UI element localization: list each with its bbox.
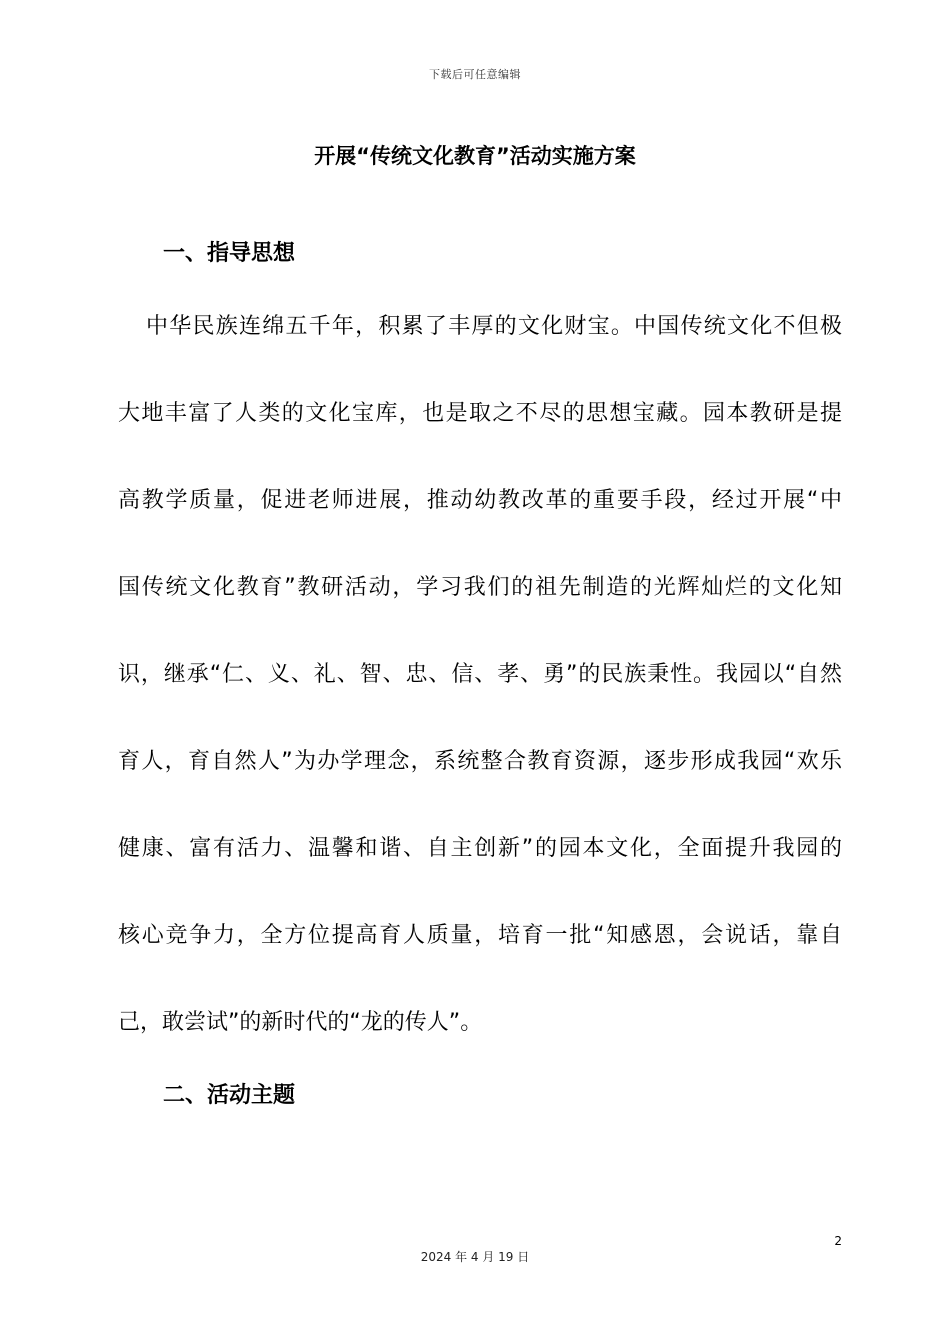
paragraph-line: 高教学质量，促进老师进展，推动幼教改革的重要手段，经过开展“中 <box>118 488 842 513</box>
paragraph-line: 大地丰富了人类的文化宝库，也是取之不尽的思想宝藏。园本教研是提 <box>118 401 842 426</box>
paragraph-line: 核心竞争力，全方位提高育人质量，培育一批“知感恩，会说话，靠自 <box>118 923 842 948</box>
paragraph-line: 健康、富有活力、温馨和谐、自主创新”的园本文化，全面提升我园的 <box>118 836 842 861</box>
section-heading-activity-theme: 二、活动主题 <box>163 1083 296 1108</box>
paragraph-line: 识，继承“仁、义、礼、智、忠、信、孝、勇”的民族秉性。我园以“自然 <box>118 662 842 687</box>
section-heading-guiding-ideology: 一、指导思想 <box>163 241 296 266</box>
paragraph-line: 己，敢尝试”的新时代的“龙的传人”。 <box>118 1010 483 1035</box>
footer-date: 2024 年 4 月 19 日 <box>420 1250 530 1264</box>
page-number: 2 <box>834 1234 842 1248</box>
paragraph-line: 育人，育自然人”为办学理念，系统整合教育资源，逐步形成我园“欢乐 <box>118 749 842 774</box>
guiding-ideology-paragraph <box>118 312 842 1095</box>
document-title: 开展“传统文化教育”活动实施方案 <box>314 144 636 168</box>
paragraph-line: 中华民族连绵五千年，积累了丰厚的文化财宝。中国传统文化不但极 <box>146 314 842 339</box>
header-note: 下载后可任意编辑 <box>429 68 521 81</box>
paragraph-line: 国传统文化教育”教研活动，学习我们的祖先制造的光辉灿烂的文化知 <box>118 575 842 600</box>
